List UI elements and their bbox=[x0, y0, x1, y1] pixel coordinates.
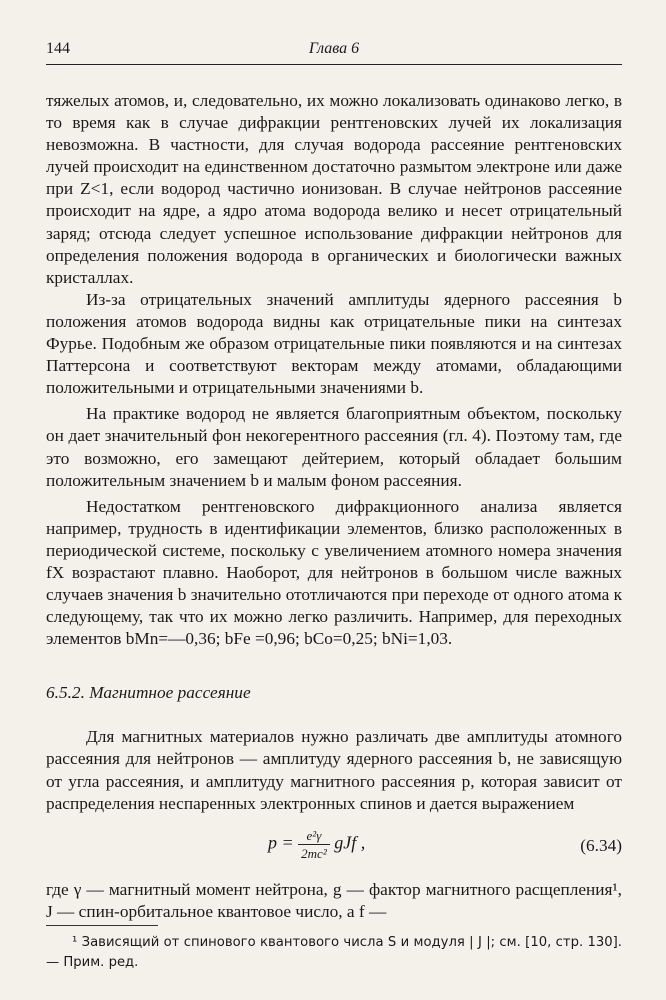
equation-number: (6.34) bbox=[580, 835, 622, 855]
paragraph: Из-за отрицательных значений амплитуды ядерного рассеяния b положения атомов водорода видны как отрицательные пики на синтезах Фурье. Подобным же образом отрицательные пики появляются и на синтезах Паттерсона и соответствуют векторам между атомами, обладающими положительными и отрицательными значениями b. bbox=[46, 289, 622, 398]
paragraph: Недостатком рентгеновского дифракционного анализа является например, трудность в идентификации элементов, близко расположенных в периодической системе, поскольку с увеличением атомного номера значения fX возрастают плавно. Наоборот, для нейтронов в большом числе важных случаев значения b значительно ототличаются при переходе от одного атома к следующему, так что их можно легко различить. Например, для переходных элементов bMn=—0,36; bFe =0,96; bCo=0,25; bNi=1,03. bbox=[46, 496, 622, 649]
footnote bbox=[46, 933, 622, 973]
body-text bbox=[46, 90, 622, 923]
section-heading: 6.5.2. Магнитное рассеяние bbox=[46, 683, 251, 703]
page-number: 144 bbox=[46, 40, 70, 57]
running-title: Глава 6 bbox=[308, 40, 360, 57]
paragraph: На практике водород не является благоприятным объектом, поскольку он дает значительный фон некогерентного рассеяния (гл. 4). Поэтому там, где это возможно, его замещают дейтерием, который обладает большим положительным значением b и малым фоном рассеяния. bbox=[46, 404, 622, 490]
fraction-denominator: 2mc² bbox=[301, 845, 327, 861]
equation-expression bbox=[268, 827, 365, 862]
footnote-text: ¹ Зависящий от спинового квантового числа S и модуля | J |; см. [10, стр. 130]. — Прим. ред. bbox=[46, 935, 622, 970]
fraction-numerator: e²γ bbox=[298, 827, 330, 845]
paragraph-continuation: тяжелых атомов, и, следовательно, их можно локализовать одинаково легко, в то время как в случае дифракции рентгеновских лучей их локализация невозможна. В частности, для случая водорода рассеяние рентгеновских лучей происходит на единственном достаточно размытом электроне или даже при Z<1, если водород частично ионизован. В случае нейтронов рассеяние происходит на ядре, а ядро атома водорода велико и несет отрицательный заряд; отсюда следует успешное использование дифракции нейтронов для определения положения водорода в органических и биологически важных кристаллах. bbox=[46, 91, 622, 287]
section-paragraph: Для магнитных материалов нужно различать две амплитуды атомного рассеяния для нейтронов — амплитуду ядерного рассеяния b, не зависящую от угла рассеяния, и амплитуду магнитного рассеяния p, которая зависит от распределения неспаренных электронных спинов и дается выражением bbox=[46, 727, 622, 813]
equation-fraction bbox=[298, 827, 330, 862]
paragraph-after-formula: где γ — магнитный момент нейтрона, g — фактор магнитного расщепления¹, J — спин-орбитальное квантовое число, а f — bbox=[46, 879, 622, 921]
footnote-divider bbox=[46, 925, 158, 926]
equation-lhs: p = bbox=[268, 832, 294, 853]
equation-rhs: gJf , bbox=[334, 832, 366, 853]
page-header bbox=[46, 40, 622, 65]
equation-6-34 bbox=[46, 815, 622, 879]
